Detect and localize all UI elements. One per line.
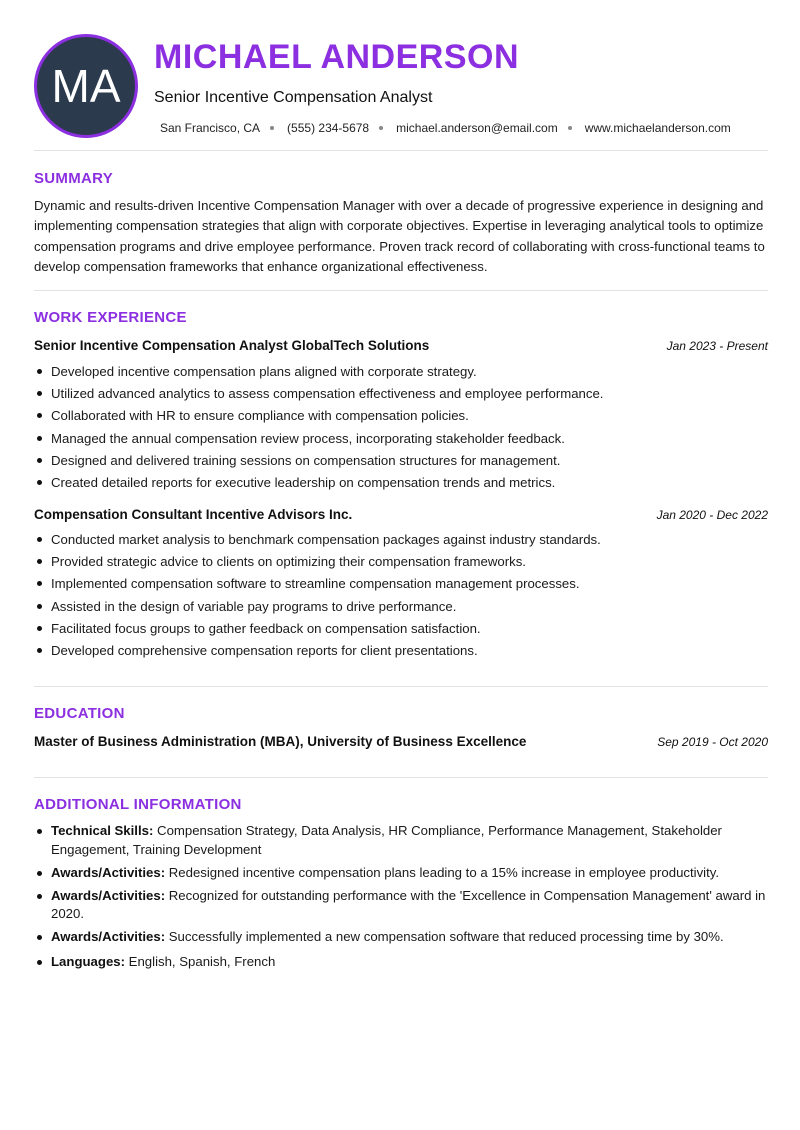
contact-email[interactable]: michael.anderson@email.com (396, 121, 558, 135)
list-item (34, 953, 768, 972)
list-item: Conducted market analysis to benchmark compensation packages against industry standards. (34, 531, 768, 553)
list-item: Collaborated with HR to ensure compliance with compensation policies. (34, 407, 768, 429)
list-item (34, 887, 768, 924)
section-divider (34, 150, 768, 151)
contact-website[interactable]: www.michaelanderson.com (584, 121, 731, 135)
candidate-name: MICHAEL ANDERSON (154, 38, 520, 76)
item-text: Successfully implemented a new compensation software that reduced processing time by 30%. (165, 928, 724, 944)
list-item: Provided strategic advice to clients on optimizing their compensation frameworks. (34, 553, 768, 575)
contact-line (160, 121, 731, 135)
additional-list (34, 822, 768, 972)
job-bullets (34, 531, 768, 664)
separator-dot (568, 126, 572, 130)
item-label: Technical Skills: (51, 823, 154, 838)
list-item (34, 822, 768, 859)
education-entry (34, 734, 768, 749)
job-header (34, 507, 768, 522)
item-label: Awards/Activities: (51, 928, 166, 944)
list-item: Designed and delivered training sessions on compensation structures for management. (34, 452, 768, 474)
item-text: Redesigned incentive compensation plans leading to a 15% increase in employee productivity. (165, 865, 720, 880)
list-item: Facilitated focus groups to gather feedback on compensation satisfaction. (34, 620, 768, 642)
item-label: Awards/Activities: (51, 865, 166, 880)
item-text: English, Spanish, French (125, 954, 276, 969)
item-text: Compensation Strategy, Data Analysis, HR Compliance, Performance Management, Stakeholder Engagement, Training Development (51, 823, 722, 857)
degree-title: Master of Business Administration (MBA), University of Business Excellence (34, 734, 527, 749)
item-text: Recognized for outstanding performance with the 'Excellence in Compensation Management' award in 2020. (51, 887, 766, 921)
item-label: Languages: (51, 954, 126, 969)
list-item: Developed incentive compensation plans aligned with corporate strategy. (34, 363, 768, 385)
contact-phone: (555) 234-5678 (287, 121, 370, 135)
job-date: Jan 2020 - Dec 2022 (656, 508, 768, 522)
summary-text: Dynamic and results-driven Incentive Compensation Manager with over a decade of progressive experience in designing and implementing compensation strategies that align with corporate objectives. Expertise in leveraging analytical tools to optimize compensation programs and drive employee performance. Proven track record of collaborating with cross-functional teams to develop compensation frameworks that enhance organizational effectiveness. (34, 198, 765, 274)
separator-dot (379, 126, 383, 130)
candidate-title: Senior Incentive Compensation Analyst (154, 89, 433, 106)
separator-dot (270, 126, 274, 130)
job-title: Senior Incentive Compensation Analyst GlobalTech Solutions (34, 338, 430, 353)
list-item (34, 928, 768, 947)
avatar-initials: MA (51, 60, 121, 112)
section-divider (34, 290, 768, 291)
list-item: Created detailed reports for executive leadership on compensation trends and metrics. (34, 474, 768, 496)
job-title: Compensation Consultant Incentive Advisors Inc. (34, 507, 353, 522)
additional-heading: ADDITIONAL INFORMATION (34, 796, 242, 813)
education-heading: EDUCATION (34, 705, 125, 722)
list-item: Managed the annual compensation review process, incorporating stakeholder feedback. (34, 430, 768, 452)
list-item: Implemented compensation software to streamline compensation management processes. (34, 575, 768, 597)
contact-location: San Francisco, CA (160, 121, 261, 135)
job-header (34, 338, 768, 353)
section-divider (34, 686, 768, 687)
list-item: Developed comprehensive compensation reports for client presentations. (34, 642, 768, 664)
list-item: Assisted in the design of variable pay programs to drive performance. (34, 598, 768, 620)
list-item: Utilized advanced analytics to assess compensation effectiveness and employee performance. (34, 385, 768, 407)
summary-heading: SUMMARY (34, 170, 114, 187)
item-label: Awards/Activities: (51, 887, 166, 903)
avatar (34, 34, 138, 138)
resume-header (34, 34, 768, 138)
list-item (34, 864, 768, 883)
experience-heading: WORK EXPERIENCE (34, 309, 187, 326)
education-date: Sep 2019 - Oct 2020 (657, 735, 768, 749)
job-date: Jan 2023 - Present (666, 339, 768, 353)
section-divider (34, 777, 768, 778)
job-bullets (34, 363, 768, 496)
